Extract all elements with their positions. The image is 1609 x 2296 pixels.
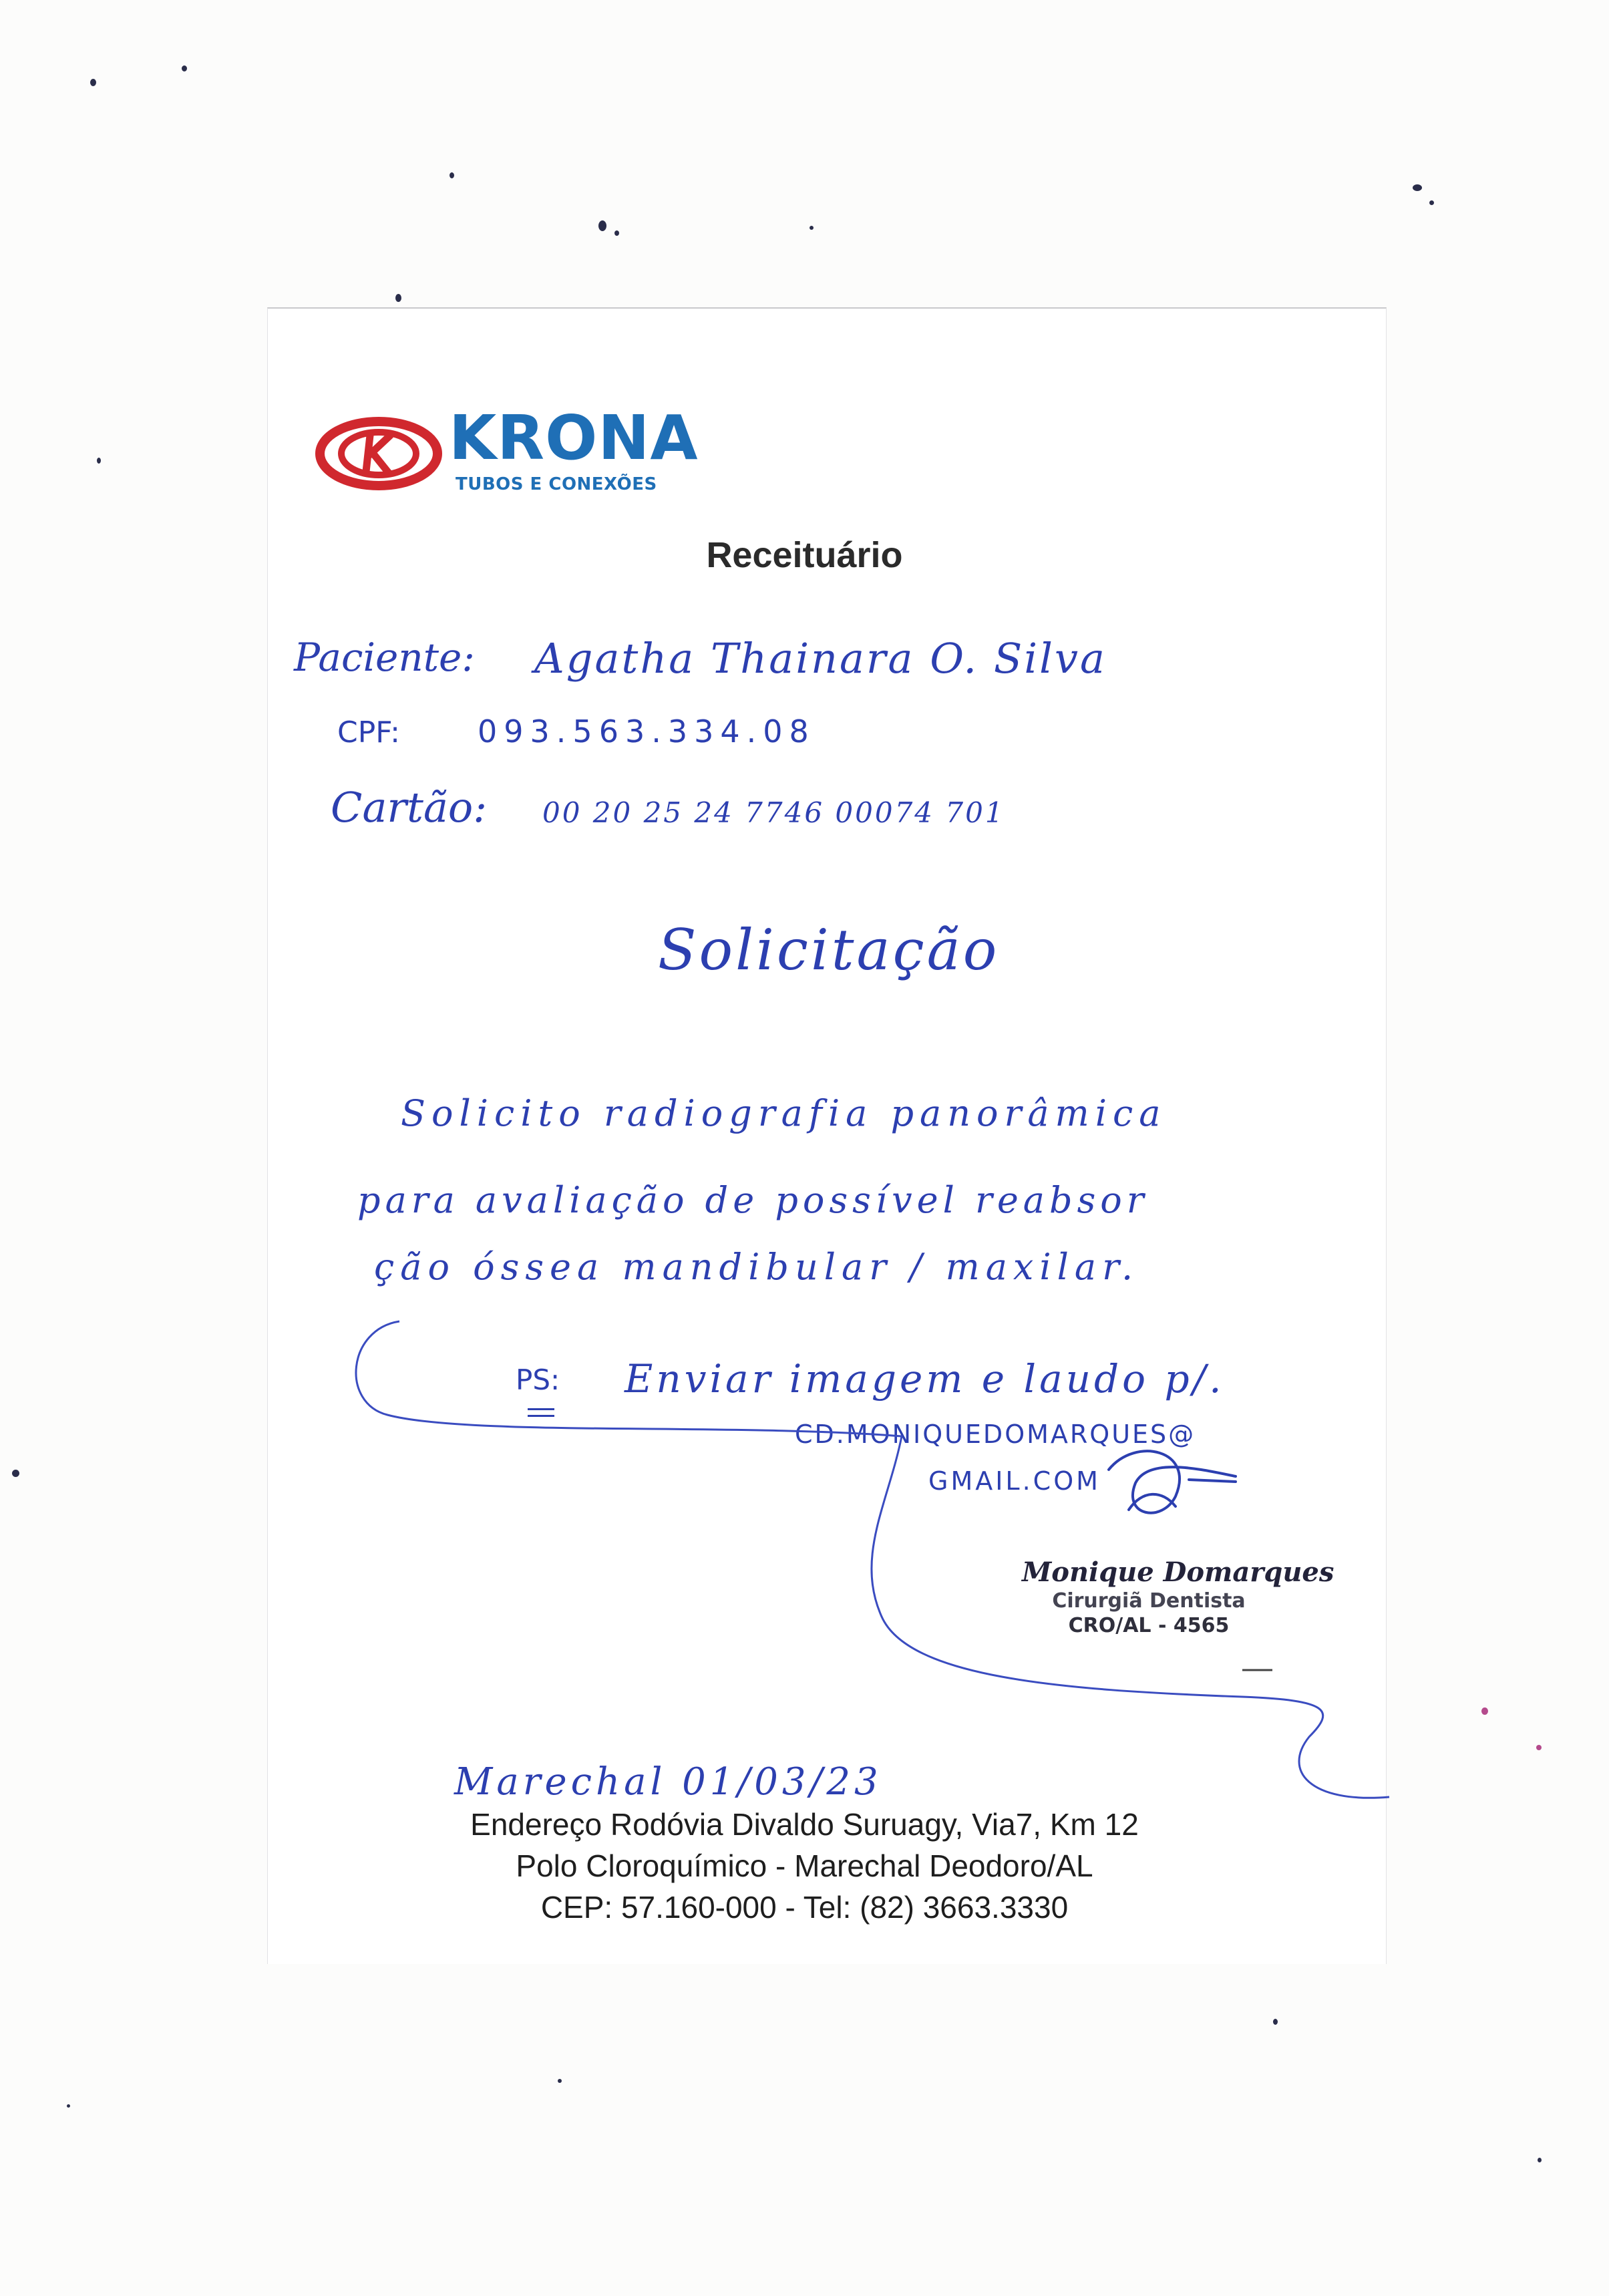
ps-line-1: Enviar imagem e laudo p/. xyxy=(624,1356,1225,1402)
scan-speck xyxy=(1538,2158,1542,2162)
scan-speck xyxy=(67,2104,70,2108)
brand-name: KRONA xyxy=(449,402,699,474)
place-date: Marechal 01/03/23 xyxy=(454,1760,882,1804)
scan-speck xyxy=(97,458,101,464)
patient-name-label: Paciente: xyxy=(294,635,475,680)
request-line-3: ção óssea mandibular / maxilar. xyxy=(374,1246,1139,1288)
scan-speck xyxy=(1273,2019,1278,2025)
dentist-stamp xyxy=(1022,1556,1334,1637)
company-logo xyxy=(315,402,796,501)
krona-k-emblem-icon xyxy=(315,417,442,490)
cpf-label: CPF: xyxy=(337,715,400,750)
address-line: Endereço Rodóvia Divaldo Suruagy, Via7, Km 12 xyxy=(470,1807,1139,1842)
card-label: Cartão: xyxy=(331,783,488,832)
scan-speck xyxy=(395,294,401,302)
patient-name-value: Agatha Thainara O. Silva xyxy=(534,634,1107,683)
scan-speck xyxy=(810,226,814,230)
scan-speck xyxy=(1536,1745,1542,1750)
scan-speck xyxy=(1481,1707,1488,1715)
request-line-1: Solicito radiografia panorâmica xyxy=(401,1092,1167,1134)
scan-speck xyxy=(598,220,606,231)
ps-label: PS: xyxy=(516,1363,560,1396)
scan-speck xyxy=(182,65,187,71)
document-title: Receituário xyxy=(706,535,903,575)
ps-underline xyxy=(528,1415,554,1417)
stamp-registration: CRO/AL - 4565 xyxy=(1068,1614,1230,1637)
request-line-2: para avaliação de possível reabsor xyxy=(357,1179,1149,1221)
ps-email-line-2: GMAIL.COM xyxy=(928,1466,1101,1496)
ps-email-line-1: CD.MONIQUEDOMARQUES@ xyxy=(795,1420,1196,1449)
stamp-name: Monique Domarques xyxy=(1022,1556,1334,1588)
card-value: 00 20 25 24 7746 00074 701 xyxy=(542,796,1005,829)
stamp-role: Cirurgiã Dentista xyxy=(1052,1589,1246,1613)
scan-speck xyxy=(558,2079,562,2083)
company-address xyxy=(0,1804,1609,1928)
brand-tagline: TUBOS E CONEXÕES xyxy=(456,474,657,494)
contact-line: CEP: 57.160-000 - Tel: (82) 3663.3330 xyxy=(540,1890,1069,1925)
scan-speck xyxy=(90,79,96,86)
scan-speck xyxy=(450,172,454,178)
cpf-value: 093.563.334.08 xyxy=(478,713,816,750)
scan-speck xyxy=(12,1470,19,1477)
scan-speck xyxy=(1413,184,1422,191)
ps-underline xyxy=(528,1408,554,1410)
scan-speck xyxy=(1429,200,1434,205)
request-heading: Solicitação xyxy=(658,917,1000,983)
city-line: Polo Cloroquímico - Marechal Deodoro/AL xyxy=(516,1848,1093,1883)
scan-speck xyxy=(614,230,619,236)
